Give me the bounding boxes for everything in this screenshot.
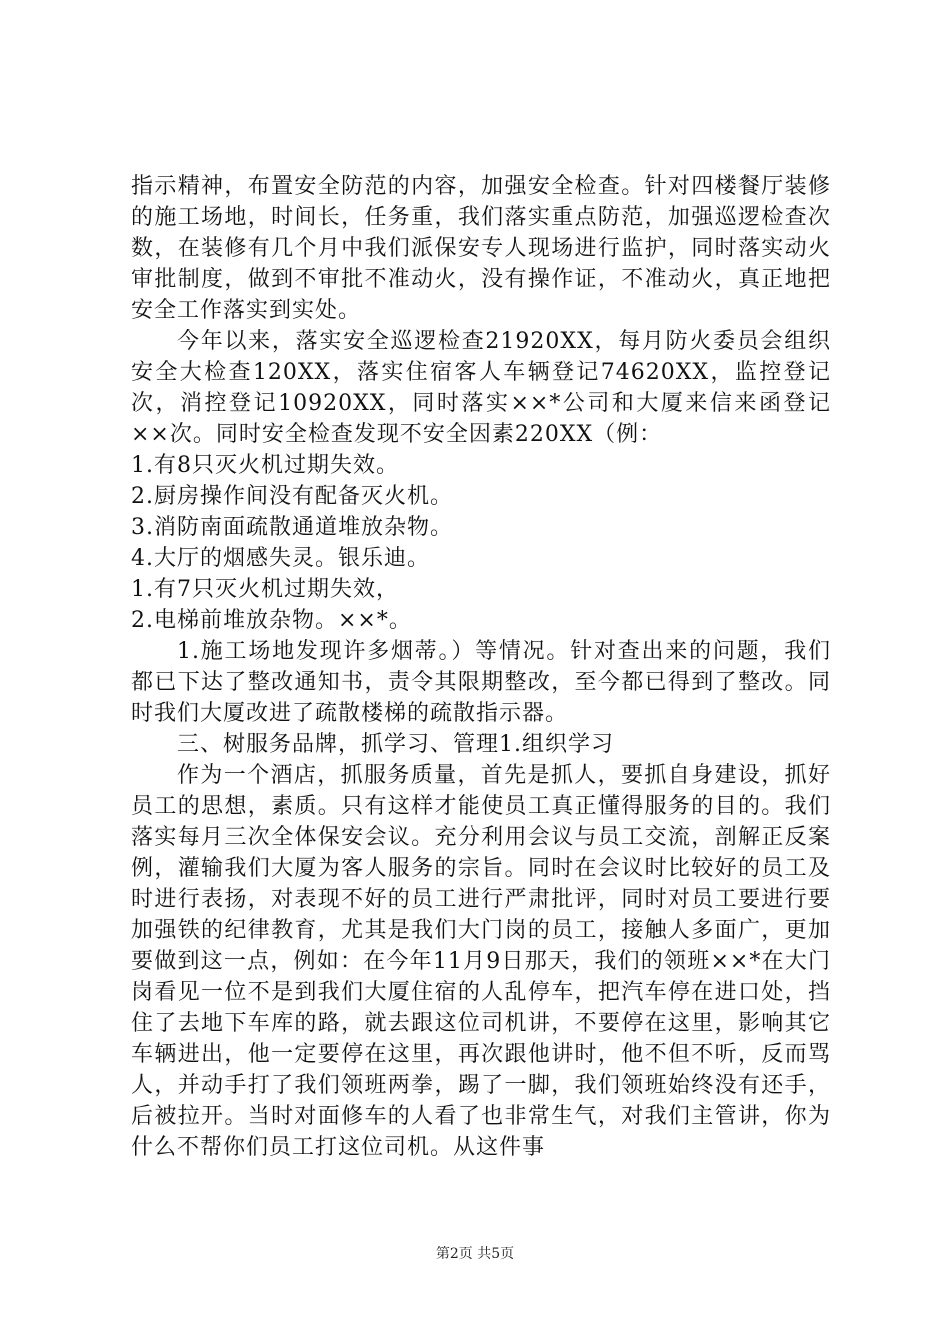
paragraph-service-quality: 作为一个酒店，抓服务质量，首先是抓人，要抓自身建设，抓好员工的思想，素质。只有这样才能使员工真正懂得服务的目的。我们落实每月三次全体保安会议。充分利用会议与员工交流，剖解正反案例，灌输我们大厦为客人服务的宗旨。同时在会议时比较好的员工及时进行表扬，对表现不好的员工进行严肃批评，同时对员工要进行要加强铁的纪律教育，尤其是我们大门岗的员工，接触人多面广，更加要做到这一点，例如：在今年11月9日那天，我们的领班××*在大门岗看见一位不是到我们大厦住宿的人乱停车，把汽车停在进口处，挡住了去地下车库的路，就去跟这位司机讲，不要停在这里，影响其它车辆进出，他一定要停在这里，再次跟他讲时，他不但不听，反而骂人，并动手打了我们领班两拳，踢了一脚，我们领班始终没有还手，后被拉开。当时对面修车的人看了也非常生气，对我们主管讲，你为什么不帮你们员工打这位司机。从这件事: [131, 763, 831, 1160]
list-item: 1.有8只灭火机过期失效。: [131, 453, 399, 478]
paragraph-rectification: 1.施工场地发现许多烟蒂。）等情况。针对查出来的问题，我们都已下达了整改通知书，责令其限期整改，至今都已得到了整改。同时我们大厦改进了疏散楼梯的疏散指示器。: [131, 639, 831, 726]
document-body: [131, 171, 831, 1163]
paragraph-statistics: 今年以来，落实安全巡逻检查21920XX，每月防火委员会组织安全大检查120XX，落实住宿客人车辆登记74620XX，监控登记次，消控登记10920XX，同时落实××*公司和大厦来信来函登记××次。同时安全检查发现不安全因素220XX（例：: [131, 329, 831, 447]
paragraph-safety-inspection: 指示精神，布置安全防范的内容，加强安全检查。针对四楼餐厅装修的施工场地，时间长，任务重，我们落实重点防范，加强巡逻检查次数，在装修有几个月中我们派保安专人现场进行监护，同时落实动火审批制度，做到不审批不准动火，没有操作证，不准动火，真正地把安全工作落实到实处。: [131, 174, 831, 323]
list-item: 3.消防南面疏散通道堆放杂物。: [131, 515, 453, 540]
page-number-footer: 第2页 共5页: [435, 1246, 515, 1262]
list-item: 2.厨房操作间没有配备灭火机。: [131, 484, 453, 509]
list-item: 2.电梯前堆放杂物。××*。: [131, 608, 412, 633]
list-item: 1.有7只灭火机过期失效，: [131, 577, 399, 602]
section-heading: 三、树服务品牌，抓学习、管理1.组织学习: [177, 732, 614, 757]
list-item: 4.大厅的烟感失灵。银乐迪。: [131, 546, 430, 571]
